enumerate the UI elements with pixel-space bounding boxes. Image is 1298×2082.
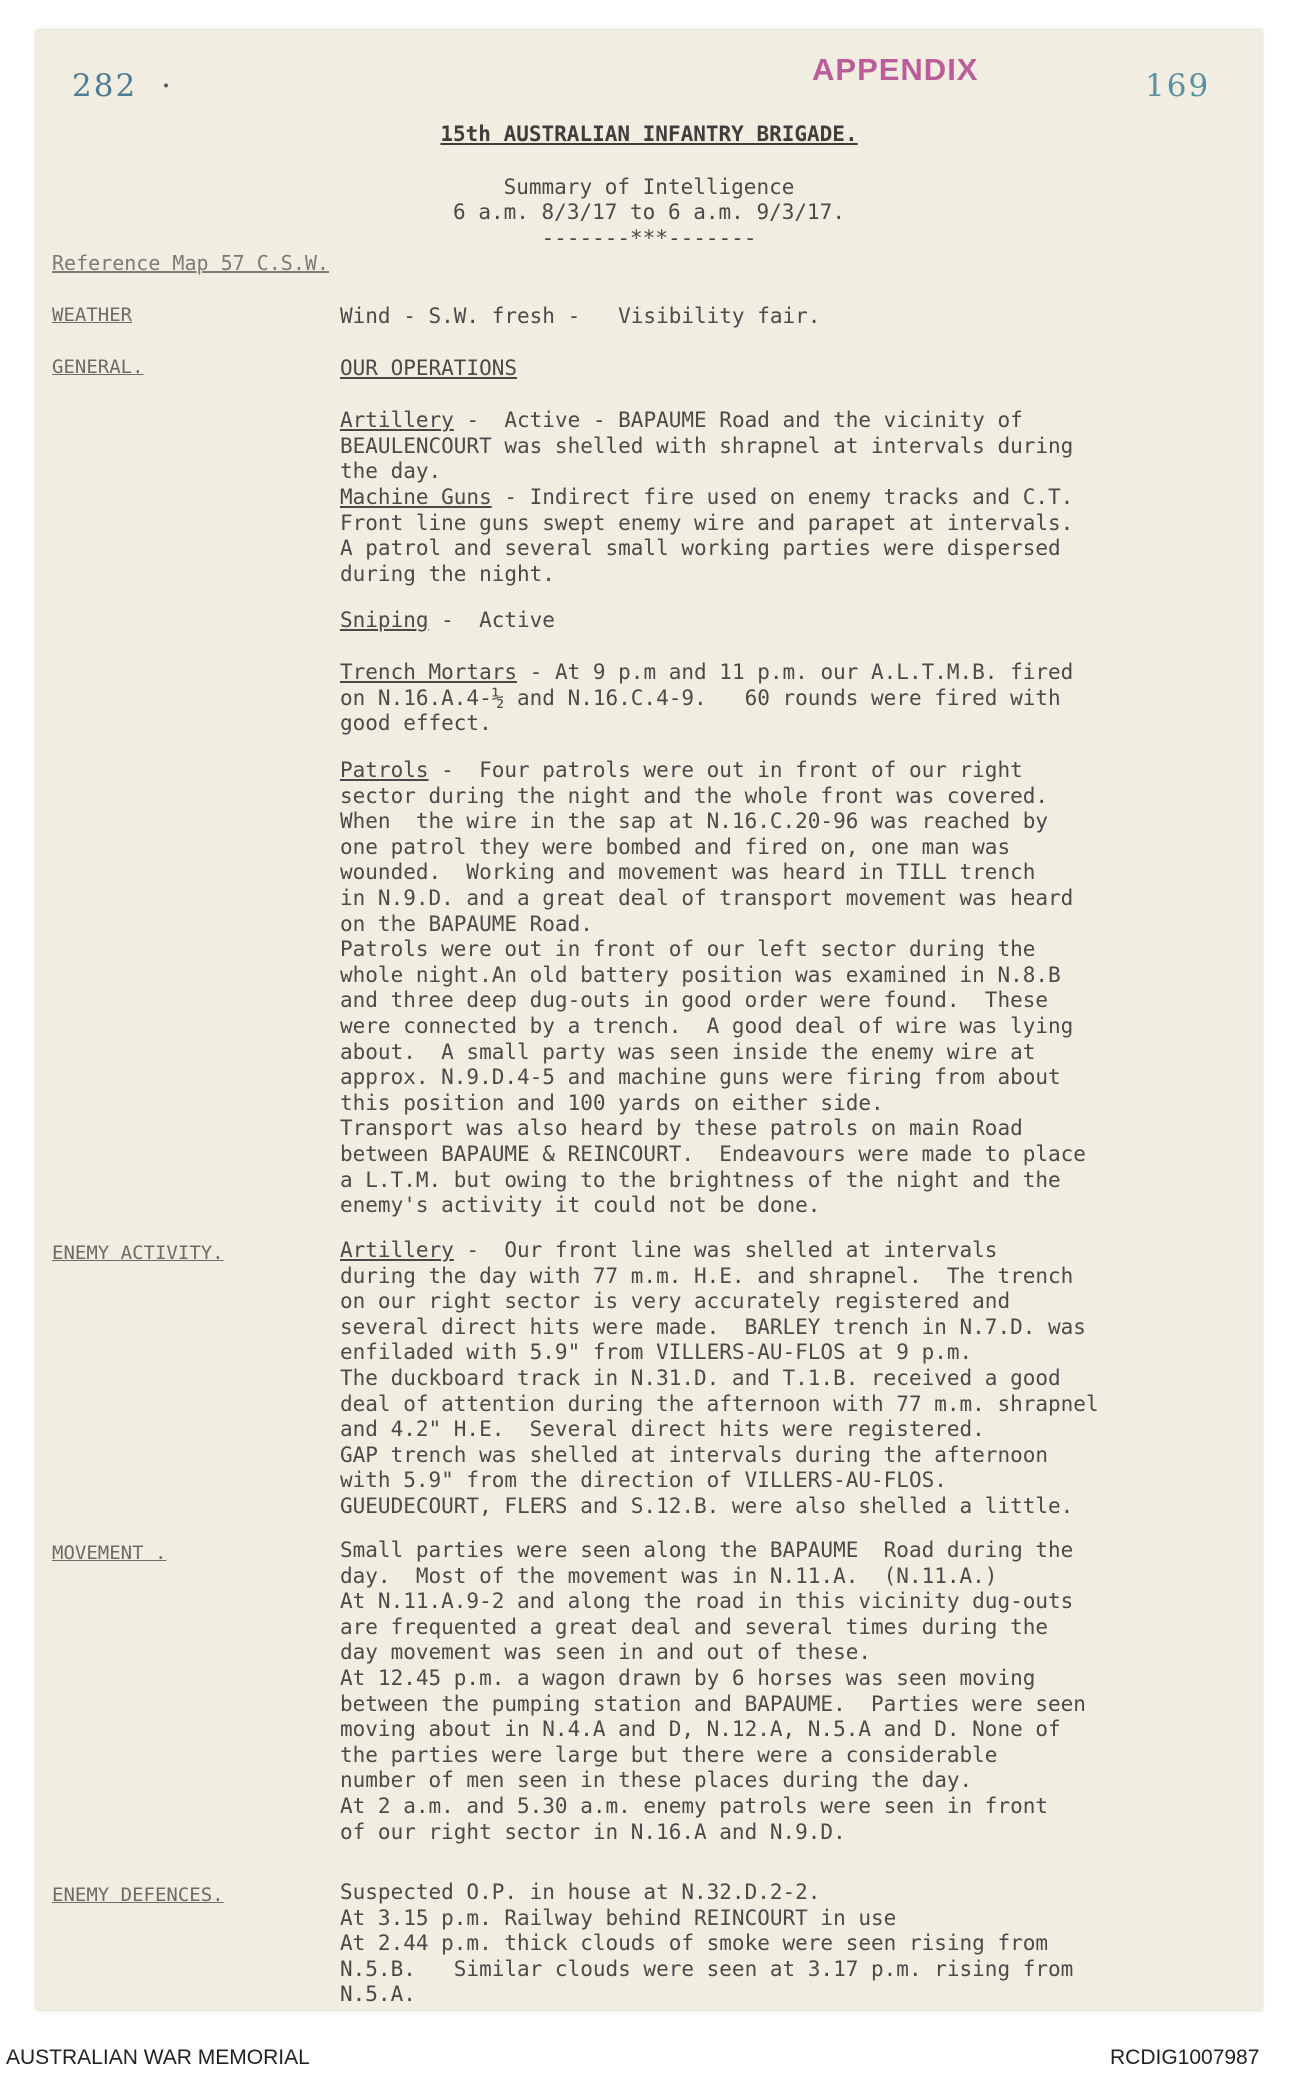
reference-map: Reference Map 57 C.S.W. bbox=[52, 251, 329, 275]
movement-line: At N.11.A.9-2 and along the road in this vicinity dug-outs bbox=[340, 1589, 1074, 1614]
sniping-title: Sniping bbox=[340, 608, 429, 632]
enemy-activity-line: GUEUDECOURT, FLERS and S.12.B. were also shelled a little. bbox=[340, 1493, 1074, 1518]
tm-line: on N.16.A.4-½ and N.16.C.4-9. 60 rounds were fired with bbox=[340, 685, 1061, 710]
page-number-left: 282 · bbox=[72, 68, 174, 104]
date-range: 6 a.m. 8/3/17 to 6 a.m. 9/3/17. bbox=[453, 200, 845, 224]
page-number-right: 169 bbox=[1145, 68, 1211, 104]
enemy-activity-line: deal of attention during the afternoon with 77 m.m. shrapnel bbox=[340, 1391, 1099, 1416]
patrols-line: Patrols were out in front of our left sector during the bbox=[340, 937, 1036, 962]
mg-line: - Indirect fire used on enemy tracks and C.T. bbox=[491, 485, 1074, 509]
defences-line: N.5.A. bbox=[340, 1982, 416, 2007]
enemy-activity-line: during the day with 77 m.m. H.E. and shrapnel. The trench bbox=[340, 1263, 1074, 1288]
patrols-line: were connected by a trench. A good deal of wire was lying bbox=[340, 1013, 1074, 1038]
enemy-artillery-title: Artillery bbox=[340, 1238, 454, 1262]
movement-line: day. Most of the movement was in N.11.A. (N.11.A.) bbox=[340, 1563, 998, 1588]
artillery-block bbox=[340, 408, 1270, 485]
weather-text: Wind - S.W. fresh - Visibility fair. bbox=[340, 304, 821, 328]
our-operations-heading bbox=[340, 356, 1270, 382]
movement-line: the parties were large but there were a considerable bbox=[340, 1742, 998, 1767]
patrols-line: Transport was also heard by these patrols on main Road bbox=[340, 1116, 1023, 1141]
defences-line: At 2.44 p.m. thick clouds of smoke were seen rising from bbox=[340, 1931, 1049, 1956]
artillery-title: Artillery bbox=[340, 408, 454, 432]
patrols-line: this position and 100 yards on either side. bbox=[340, 1090, 884, 1115]
enemy-activity-label: ENEMY ACTIVITY. bbox=[52, 1242, 224, 1264]
movement-line: between the pumping station and BAPAUME. Parties were seen bbox=[340, 1691, 1086, 1716]
patrols-line: When the wire in the sap at N.16.C.20-96 was reached by bbox=[340, 809, 1049, 834]
appendix-stamp: APPENDIX bbox=[812, 52, 979, 87]
machine-guns-block bbox=[340, 485, 1270, 587]
patrols-line: one patrol they were bombed and fired on, one man was bbox=[340, 834, 1011, 859]
patrols-line: a L.T.M. but owing to the brightness of the night and the bbox=[340, 1167, 1061, 1192]
enemy-activity-block bbox=[340, 1238, 1270, 1520]
patrols-line: wounded. Working and movement was heard in TILL trench bbox=[340, 860, 1036, 885]
patrols-line: and three deep dug-outs in good order were found. These bbox=[340, 988, 1049, 1013]
movement-label: MOVEMENT . bbox=[52, 1542, 167, 1564]
footer-credit: AUSTRALIAN WAR MEMORIAL bbox=[6, 2046, 310, 2069]
tm-line: - At 9 p.m and 11 p.m. our A.L.T.M.B. fired bbox=[517, 660, 1074, 684]
patrols-title: Patrols bbox=[340, 758, 429, 782]
document-title: 15th AUSTRALIAN INFANTRY BRIGADE. bbox=[440, 122, 858, 146]
movement-line: number of men seen in these places during the day. bbox=[340, 1768, 973, 1793]
tm-line: good effect. bbox=[340, 711, 492, 736]
movement-line: of our right sector in N.16.A and N.9.D. bbox=[340, 1819, 846, 1844]
patrols-line: sector during the night and the whole front was covered. bbox=[340, 783, 1049, 808]
movement-line: At 12.45 p.m. a wagon drawn by 6 horses was seen moving bbox=[340, 1665, 1036, 1690]
patrols-line: approx. N.9.D.4-5 and machine guns were firing from about bbox=[340, 1065, 1061, 1090]
patrols-line: in N.9.D. and a great deal of transport movement was heard bbox=[340, 885, 1074, 910]
movement-line: day movement was seen in and out of these. bbox=[340, 1640, 872, 1665]
trench-mortars-block bbox=[340, 660, 1270, 737]
enemy-activity-line: - Our front line was shelled at intervals bbox=[453, 1238, 998, 1262]
enemy-defences-label: ENEMY DEFENCES. bbox=[52, 1884, 224, 1906]
enemy-activity-line: The duckboard track in N.31.D. and T.1.B. received a good bbox=[340, 1365, 1061, 1390]
machine-guns-title: Machine Guns bbox=[340, 485, 492, 509]
movement-block bbox=[340, 1538, 1270, 1845]
patrols-block bbox=[340, 758, 1270, 1219]
mg-line: Front line guns swept enemy wire and parapet at intervals. bbox=[340, 510, 1074, 535]
defences-line: Suspected O.P. in house at N.32.D.2-2. bbox=[340, 1880, 821, 1904]
artillery-line: BEAULENCOURT was shelled with shrapnel at intervals during bbox=[340, 433, 1074, 458]
patrols-line: about. A small party was seen inside the enemy wire at bbox=[340, 1039, 1036, 1064]
sniping-block bbox=[340, 608, 1270, 634]
mg-line: during the night. bbox=[340, 561, 555, 586]
enemy-activity-line: on our right sector is very accurately registered and bbox=[340, 1289, 1011, 1314]
footer-id: RCDIG1007987 bbox=[1110, 2046, 1260, 2069]
defences-line: At 3.15 p.m. Railway behind REINCOURT in use bbox=[340, 1905, 897, 1930]
artillery-line: the day. bbox=[340, 459, 442, 484]
movement-line: Small parties were seen along the BAPAUME Road during the bbox=[340, 1538, 1074, 1562]
sniping-text: - Active bbox=[428, 608, 555, 632]
movement-line: moving about in N.4.A and D, N.12.A, N.5.A and D. None of bbox=[340, 1717, 1061, 1742]
defences-line: N.5.B. Similar clouds were seen at 3.17 p.m. rising from bbox=[340, 1956, 1074, 1981]
mg-line: A patrol and several small working parties were dispersed bbox=[340, 536, 1061, 561]
enemy-defences-block bbox=[340, 1880, 1270, 2008]
patrols-line: enemy's activity it could not be done. bbox=[340, 1193, 821, 1218]
enemy-activity-line: several direct hits were made. BARLEY trench in N.7.D. was bbox=[340, 1314, 1086, 1339]
general-label: GENERAL. bbox=[52, 356, 144, 378]
patrols-line: between BAPAUME & REINCOURT. Endeavours were made to place bbox=[340, 1141, 1086, 1166]
trench-mortars-title: Trench Mortars bbox=[340, 660, 518, 684]
artillery-line: - Active - BAPAUME Road and the vicinity of bbox=[453, 408, 1023, 432]
enemy-activity-line: enfiladed with 5.9" from VILLERS-AU-FLOS at 9 p.m. bbox=[340, 1340, 973, 1365]
movement-line: At 2 a.m. and 5.30 a.m. enemy patrols were seen in front bbox=[340, 1793, 1049, 1818]
weather-label: WEATHER bbox=[52, 304, 133, 326]
enemy-activity-line: and 4.2" H.E. Several direct hits were registered. bbox=[340, 1417, 985, 1442]
enemy-activity-line: GAP trench was shelled at intervals during the afternoon bbox=[340, 1442, 1049, 1467]
divider: -------***------- bbox=[541, 226, 757, 250]
enemy-activity-line: with 5.9" from the direction of VILLERS-AU-FLOS. bbox=[340, 1468, 947, 1493]
patrols-line: on the BAPAUME Road. bbox=[340, 911, 593, 936]
document-subtitle: Summary of Intelligence bbox=[503, 175, 795, 199]
movement-line: are frequented a great deal and several times during the bbox=[340, 1614, 1049, 1639]
patrols-line: - Four patrols were out in front of our right bbox=[428, 758, 1023, 782]
patrols-line: whole night.An old battery position was examined in N.8.B bbox=[340, 962, 1061, 987]
our-operations-title: OUR OPERATIONS bbox=[340, 356, 518, 380]
